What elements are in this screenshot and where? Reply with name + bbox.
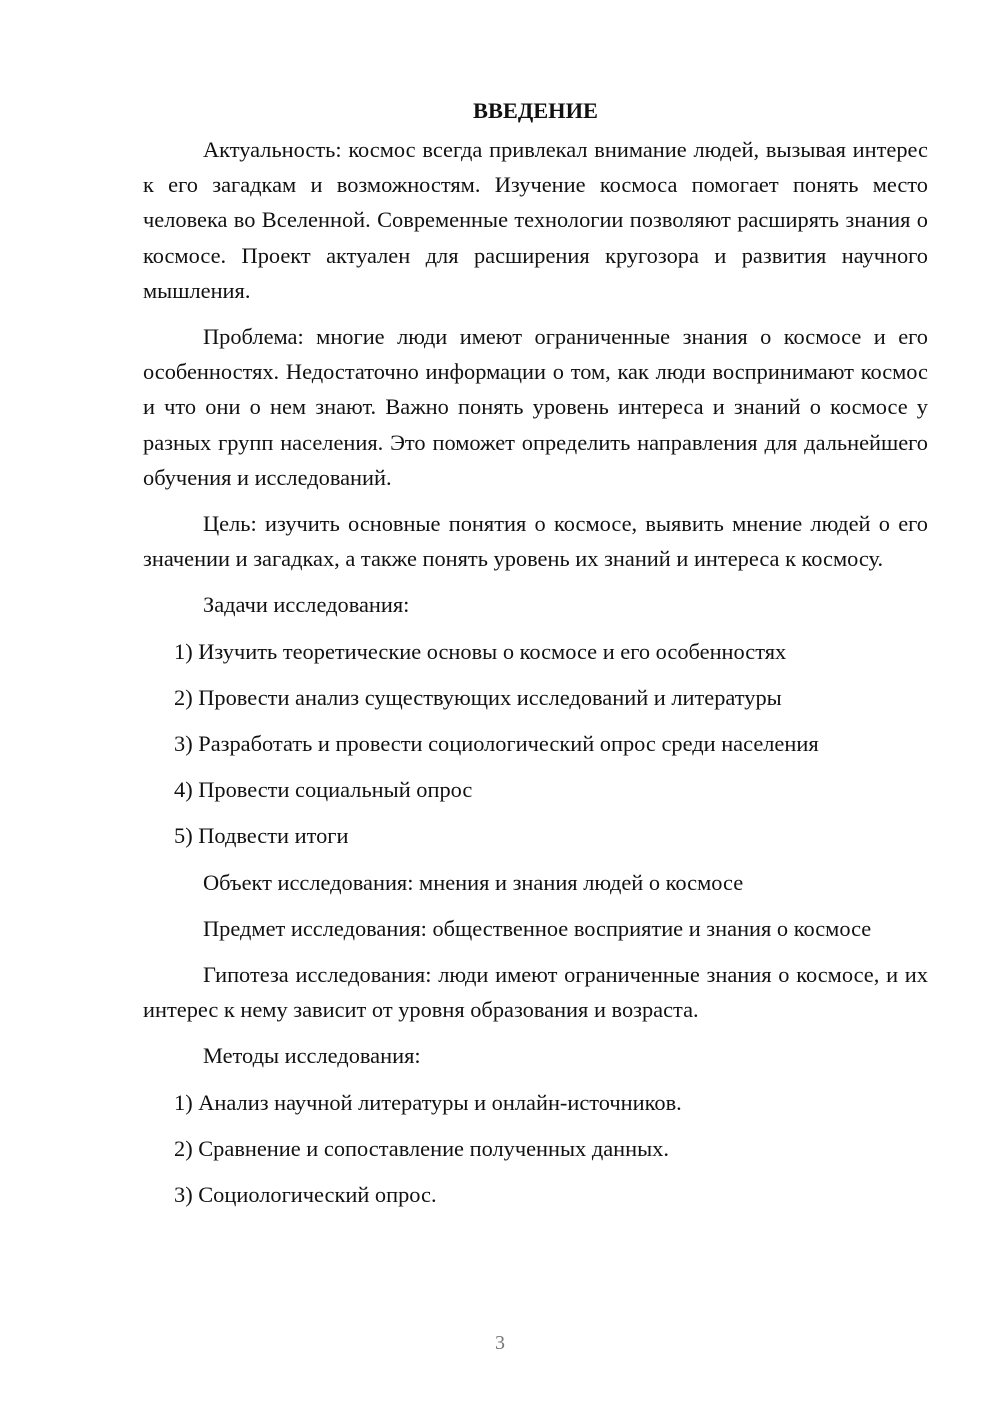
subject-paragraph: Предмет исследования: общественное восприятие и знания о космосе	[203, 915, 872, 941]
list-item: 2) Провести анализ существующих исследований и литературы	[174, 684, 782, 710]
list-item: 1) Изучить теоретические основы о космосе и его особенностях	[174, 638, 787, 664]
page-number: 3	[495, 1332, 505, 1354]
list-item: 2) Сравнение и сопоставление полученных данных.	[174, 1135, 669, 1161]
page-title: ВВЕДЕНИЕ	[473, 98, 598, 123]
object-paragraph: Объект исследования: мнения и знания людей о космосе	[203, 869, 744, 895]
hypothesis-paragraph: Гипотеза исследования: люди имеют ограниченные знания о космосе, и их интерес к нему зависит от уровня образования и возраста.	[143, 962, 928, 1023]
problem-paragraph: Проблема: многие люди имеют ограниченные знания о космосе и его особенностях. Недостаточно информации о том, как люди воспринимают космос и что они о нем знают. Важно понять уровень интереса и знаний о космосе у разных групп населения. Это поможет определить направления для дальнейшего обучения и исследований.	[143, 324, 928, 490]
list-item: 4) Провести социальный опрос	[174, 777, 473, 803]
list-item: 1) Анализ научной литературы и онлайн-источников.	[174, 1089, 682, 1115]
methods-list	[143, 1085, 928, 1213]
list-item: 3) Социологический опрос.	[174, 1182, 437, 1208]
tasks-heading: Задачи исследования:	[203, 592, 410, 618]
relevance-paragraph: Актуальность: космос всегда привлекал внимание людей, вызывая интерес к его загадкам и возможностям. Изучение космоса помогает понять место человека во Вселенной. Современные технологии позволяют расширять знания о космосе. Проект актуален для расширения кругозора и развития научного мышления.	[143, 137, 928, 303]
list-item: 5) Подвести итоги	[174, 823, 349, 849]
list-item: 3) Разработать и провести социологический опрос среди населения	[174, 731, 819, 757]
document-page	[143, 96, 928, 1223]
tasks-list	[143, 634, 928, 854]
goal-paragraph: Цель: изучить основные понятия о космосе, выявить мнение людей о его значении и загадках, а также понять уровень их знаний и интереса к космосу.	[143, 511, 928, 572]
methods-heading: Методы исследования:	[203, 1043, 421, 1069]
